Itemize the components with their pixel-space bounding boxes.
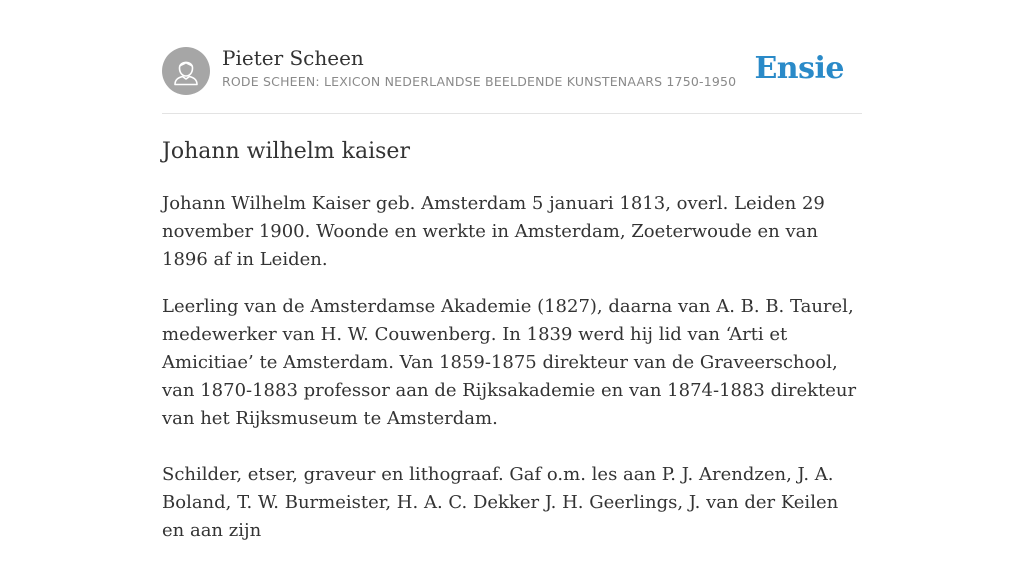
article-header [162,46,862,96]
paragraph: Schilder, etser, graveur en lithograaf. Gaf o.m. les aan P. J. Arendzen, J. A. Boland, T. W. Burmeister, H. A. C. Dekker J. H. Geerlings, J. van der Keilen en aan zijn [162,464,839,541]
author-name[interactable]: Pieter Scheen [222,46,364,70]
ensie-logo[interactable]: Ensie [754,51,844,86]
source-title[interactable]: RODE SCHEEN: LEXICON NEDERLANDSE BEELDENDE KUNSTENAARS 1750-1950 [222,74,737,89]
header-divider [162,113,862,114]
user-icon [162,47,210,95]
paragraph: Leerling van de Amsterdamse Akademie (1827), daarna van A. B. B. Taurel, medewerker van H. W. Couwenberg. In 1839 werd hij lid van ‘Arti et Amicitiae’ te Amsterdam. Van 1859-1875 direkteur van de Graveerschool, van 1870-1883 professor aan de Rijksakademie en van 1874-1883 direkteur van het Rijksmuseum te Amsterdam. [162,296,857,429]
author-avatar[interactable] [162,47,210,95]
paragraph: Johann Wilhelm Kaiser geb. Amsterdam 5 januari 1813, overl. Leiden 29 november 1900. Woonde en werkte in Amsterdam, Zoeterwoude en van 1896 af in Leiden. [162,193,825,270]
article-title: Johann wilhelm kaiser [162,139,410,164]
article-body [162,190,866,564]
